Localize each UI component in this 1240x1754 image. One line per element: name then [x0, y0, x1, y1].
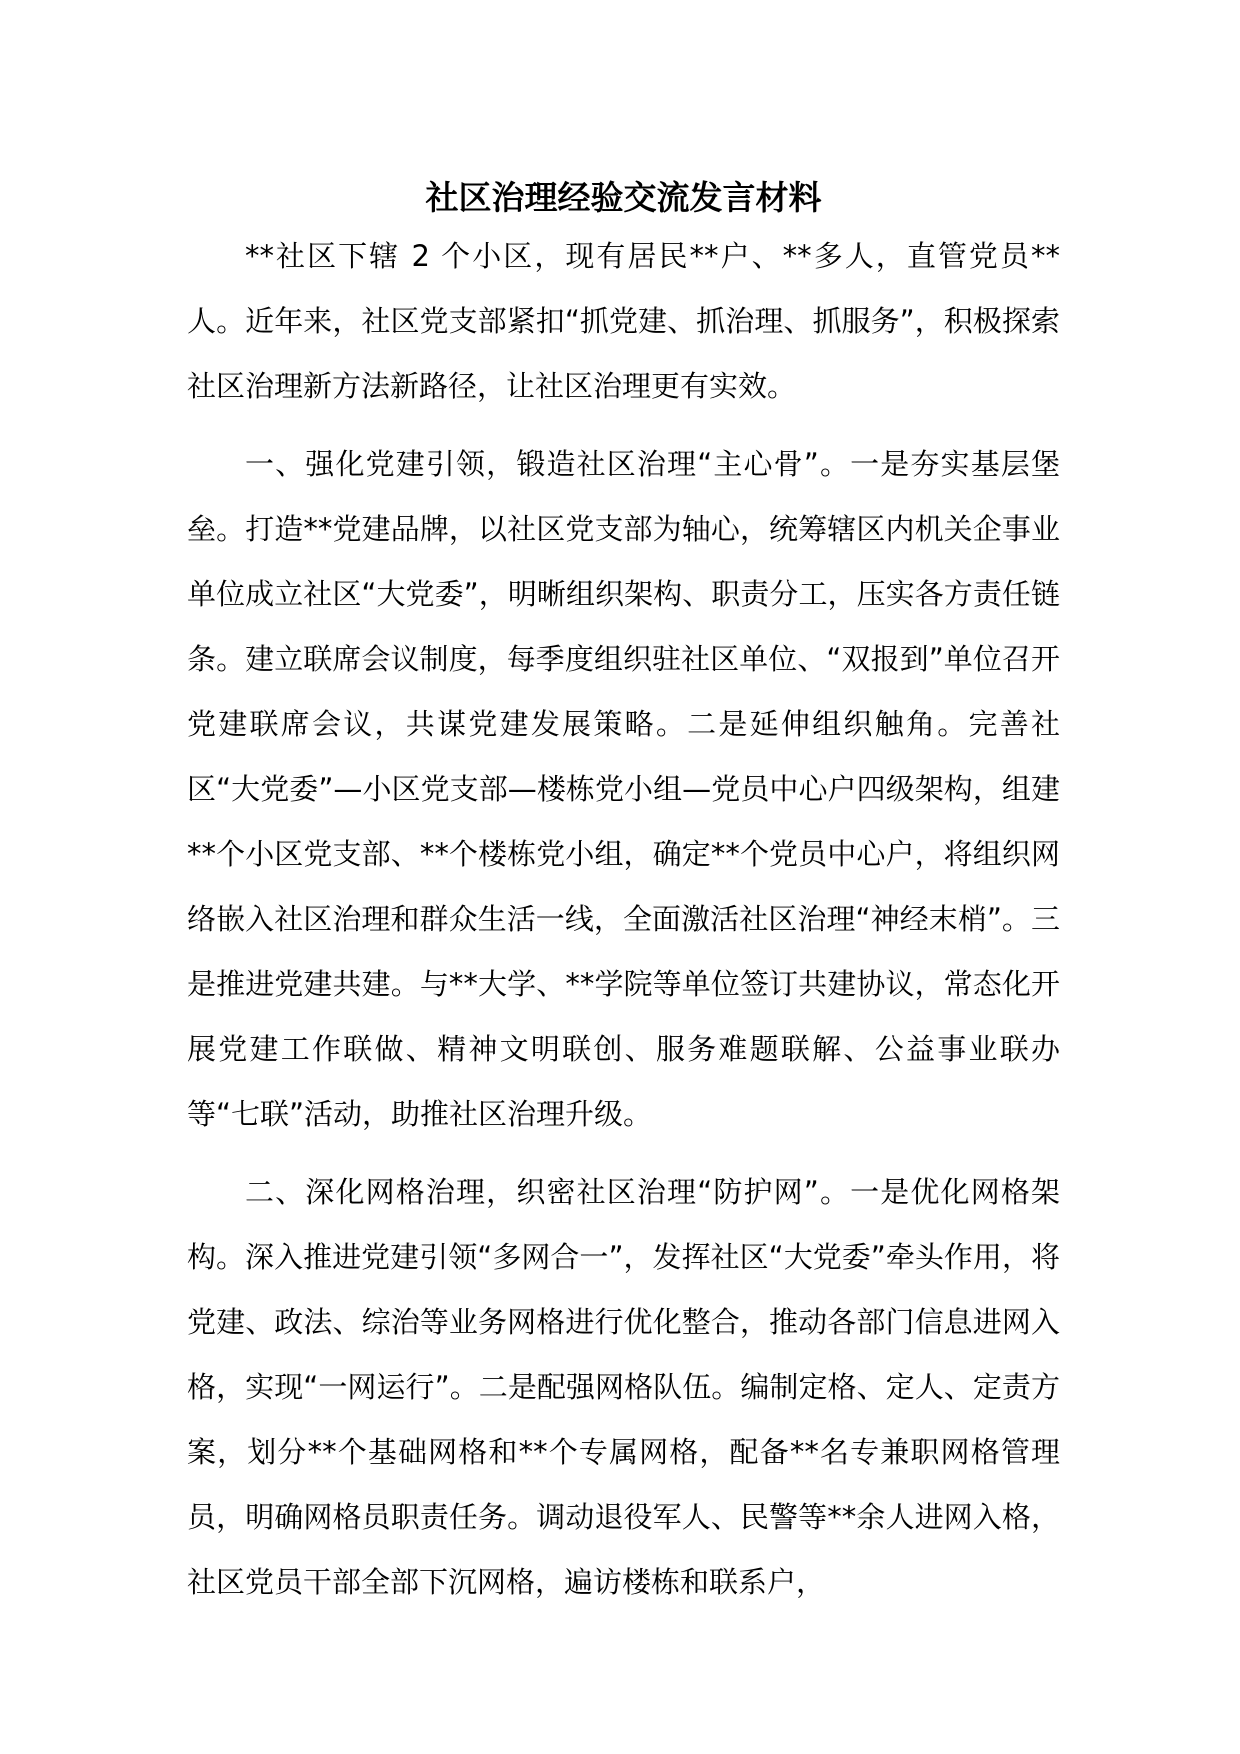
document-title: 社区治理经验交流发言材料 [425, 178, 822, 217]
document-body [187, 172, 1060, 1628]
paragraph-intro: **社区下辖 2 个小区，现有居民**户、**多人，直管党员**人。近年来，社区党支部紧扣“抓党建、抓治理、抓服务”，积极探索社区治理新方法新路径，让社区治理更有实效。 [187, 239, 1060, 403]
paragraph-section-two: 二、深化网格治理，织密社区治理“防护网”。一是优化网格架构。深入推进党建引领“多网合一”，发挥社区“大党委”牵头作用，将党建、政法、综治等业务网格进行优化整合，推动各部门信息进网入格，实现“一网运行”。二是配强网格队伍。编制定格、定人、定责方案，划分**个基础网格和**个专属网格，配备**名专兼职网格管理员，明确网格员职责任务。调动退役军人、民警等**余人进网入格，社区党员干部全部下沉网格，遍访楼栋和联系户， [187, 1175, 1060, 1599]
paragraph-section-one: 一、强化党建引领，锻造社区治理“主心骨”。一是夯实基层堡垒。打造**党建品牌，以社区党支部为轴心，统筹辖区内机关企事业单位成立社区“大党委”，明晰组织架构、职责分工，压实各方责任链条。建立联席会议制度，每季度组织驻社区单位、“双报到”单位召开党建联席会议，共谋党建发展策略。二是延伸组织触角。完善社区“大党委”—小区党支部—楼栋党小组—党员中心户四级架构，组建**个小区党支部、**个楼栋党小组，确定**个党员中心户，将组织网络嵌入社区治理和群众生活一线，全面激活社区治理“神经末梢”。三是推进党建共建。与**大学、**学院等单位签订共建协议，常态化开展党建工作联做、精神文明联创、服务难题联解、公益事业联办等“七联”活动，助推社区治理升级。 [187, 447, 1060, 1131]
